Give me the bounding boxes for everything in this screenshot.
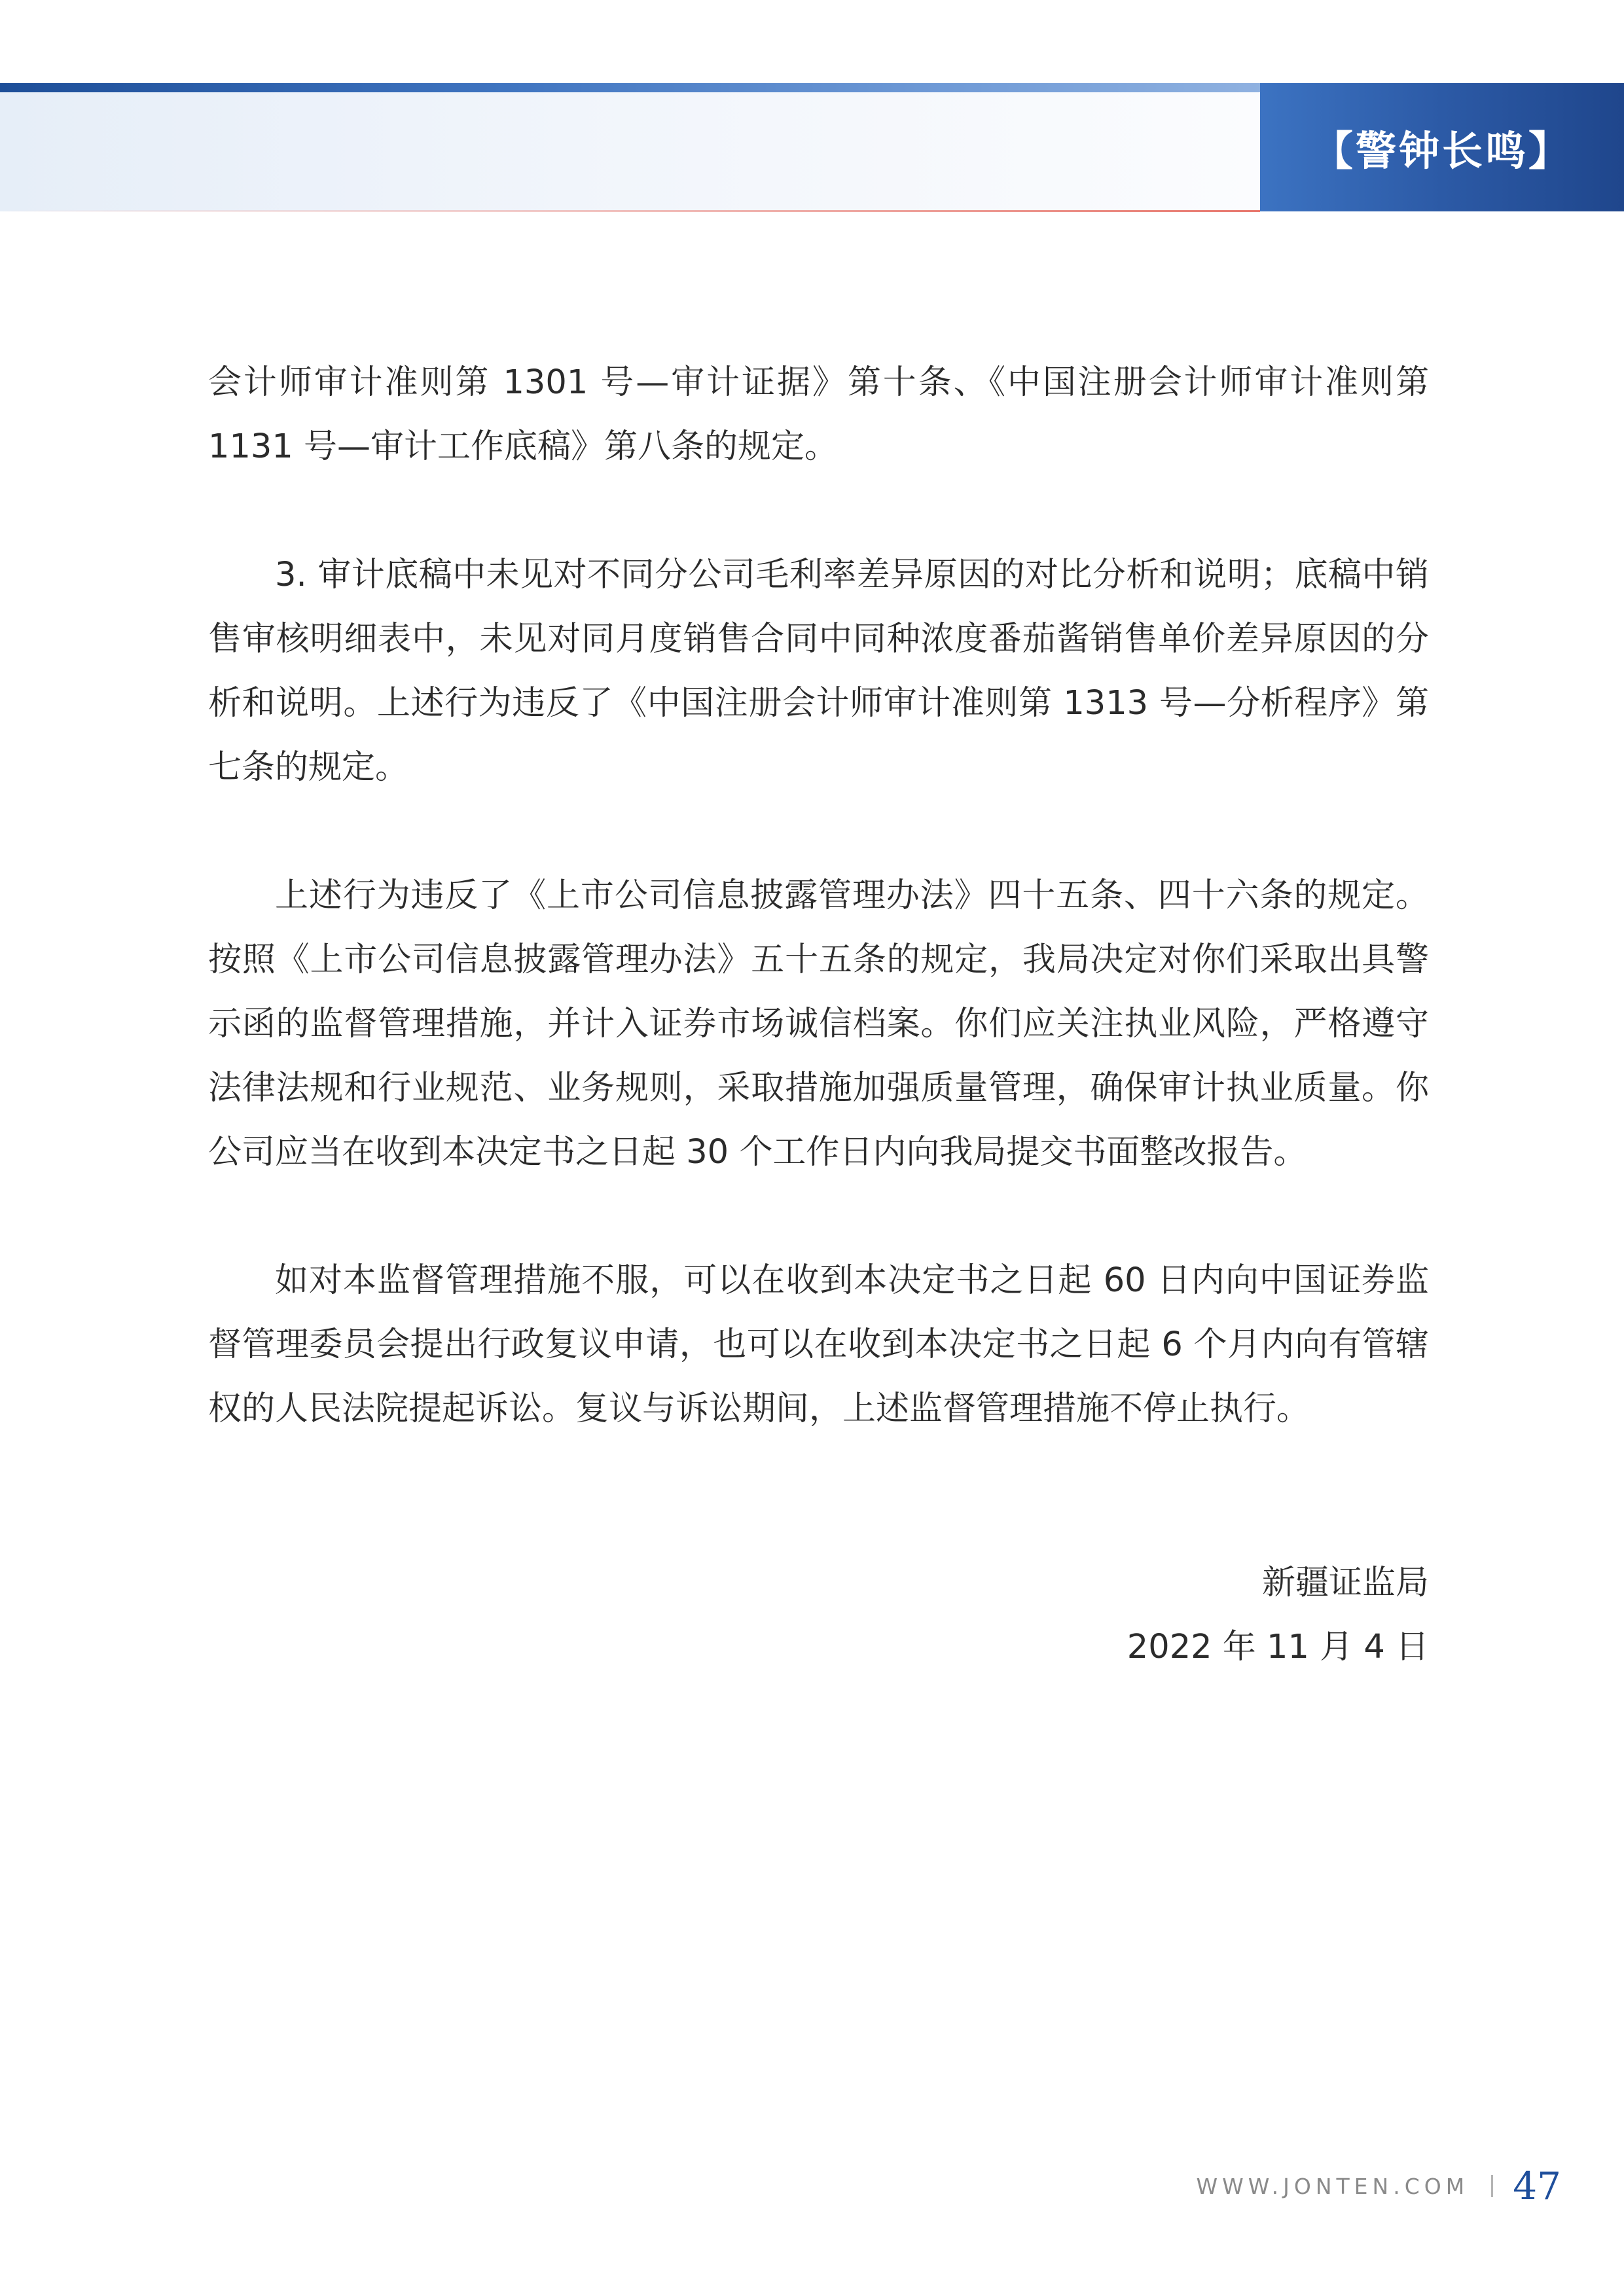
footer-url: WWW.JONTEN.COM	[1196, 2173, 1470, 2199]
header-bottom-line	[0, 210, 1260, 212]
header-band	[0, 83, 1260, 211]
section-tag	[1260, 83, 1624, 211]
footer-divider	[1491, 2175, 1493, 2197]
page-number: 47	[1513, 2164, 1561, 2208]
paragraph-item-3: 3. 审计底稿中未见对不同分公司毛利率差异原因的对比分析和说明；底稿中销售审核明细表中，未见对同月度销售合同中同种浓度番茄酱销售单价差异原因的分析和说明。上述行为违反了《中国注册会计师审计准则第 1313 号—分析程序》第七条的规定。	[208, 556, 1429, 787]
page-footer	[1197, 2160, 1561, 2212]
issue-date: 2022 年 11 月 4 日	[1127, 1628, 1429, 1666]
issuer-name: 新疆证监局	[1261, 1564, 1429, 1602]
document-body	[208, 351, 1429, 1679]
paragraph-continuation: 会计师审计准则第 1301 号—审计证据》第十条、《中国注册会计师审计准则第 1131 号—审计工作底稿》第八条的规定。	[208, 363, 1429, 466]
header-top-line	[0, 83, 1260, 92]
signature-block	[208, 1551, 1429, 1679]
paragraph-decision: 上述行为违反了《上市公司信息披露管理办法》四十五条、四十六条的规定。按照《上市公司信息披露管理办法》五十五条的规定，我局决定对你们采取出具警示函的监督管理措施，并计入证券市场诚信档案。你们应关注执业风险，严格遵守法律法规和行业规范、业务规则，采取措施加强质量管理，确保审计执业质量。你公司应当在收到本决定书之日起 30 个工作日内向我局提交书面整改报告。	[208, 876, 1429, 1172]
paragraph-appeal: 如对本监督管理措施不服，可以在收到本决定书之日起 60 日内向中国证券监督管理委员会提出行政复议申请，也可以在收到本决定书之日起 6 个月内向有管辖权的人民法院提起诉讼。复议与诉讼期间，上述监督管理措施不停止执行。	[208, 1261, 1429, 1428]
section-tag-label: 【警钟长鸣】	[1312, 126, 1572, 175]
